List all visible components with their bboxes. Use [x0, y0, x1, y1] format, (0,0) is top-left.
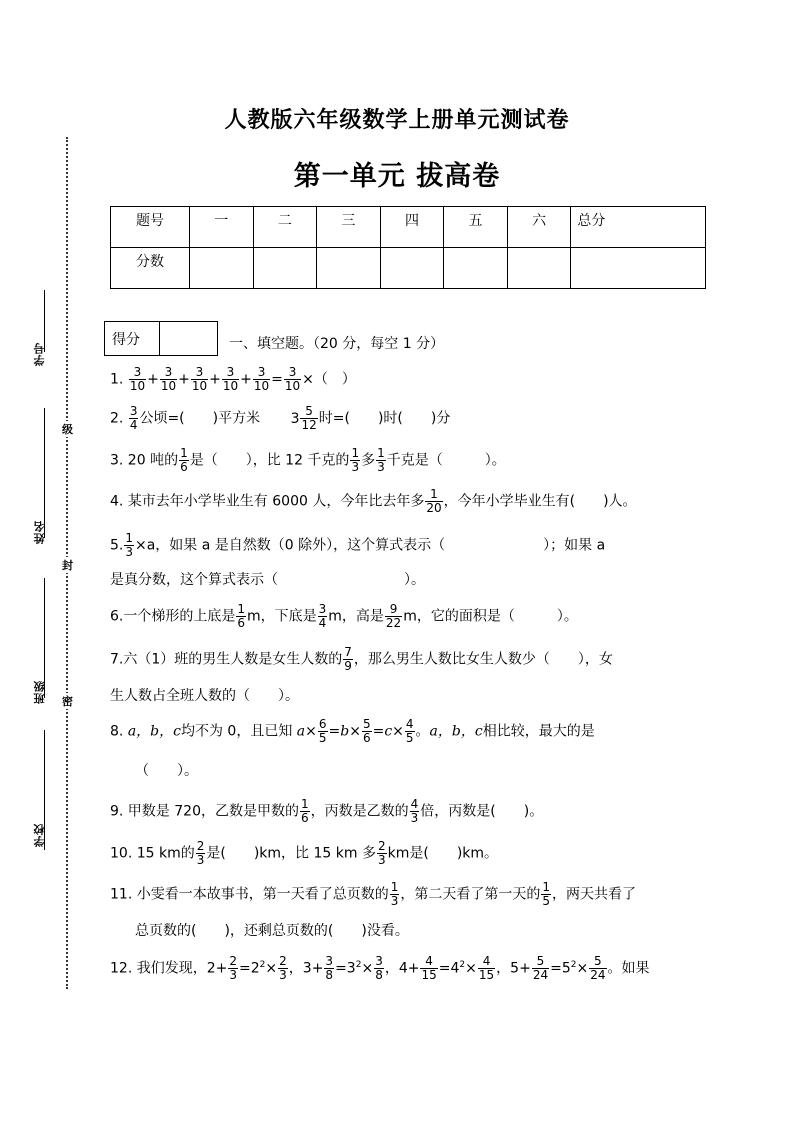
question-7-line-2: 生人数占全班人数的（ ）。 — [110, 688, 299, 704]
score-table-header: 六 — [507, 207, 571, 248]
question-11-line-2: 总页数的( )，还剩总页数的( )没看。 — [135, 923, 409, 939]
score-cell[interactable] — [507, 248, 571, 289]
seal-char-mi: 密 — [62, 695, 73, 708]
score-table-header: 一 — [190, 207, 254, 248]
score-row-label: 分数 — [111, 248, 190, 289]
question-1: 1. $\frac{3}{10}$ + $\frac{3}{10}$ + $\frac{3}{10}$ + $\frac{3}{10}$ + $\frac{3}{10}$ = $\frac{3}{10}$ ×（ ） — [110, 365, 356, 394]
score-table-header-row — [111, 207, 706, 248]
question-8-line-2: （ ）。 — [135, 763, 198, 779]
score-table-header: 二 — [253, 207, 317, 248]
score-cell[interactable] — [317, 248, 381, 289]
score-table-header: 四 — [380, 207, 444, 248]
section-score-label: 得分 — [105, 322, 160, 355]
section-score-field[interactable] — [160, 322, 217, 355]
name-line — [44, 408, 45, 538]
score-table-score-row — [111, 248, 706, 289]
score-cell[interactable] — [253, 248, 317, 289]
question-11: 11. 小雯看一本故事书，第一天看了总页数的 $\frac{1}{3}$ ，第二天看了第一天的 $\frac{1}{5}$ ，两天共看了 — [110, 880, 636, 909]
question-12: 12. 我们发现，2+ $\frac{2}{3}$ $=2^2\times$ $\frac{2}{3}$ ，3+ $\frac{3}{8}$ $=3^2\times$ $\frac{3}{8}$ ，4+ $\frac{4}{15}$ $=4^2\times$ $\frac{4}{15}$ ，5+ $\frac{5}{24}$ $=5^2\times$ $\frac{5}{24}$ 。如果 — [110, 954, 650, 983]
name-label: 姓名 — [33, 520, 46, 544]
score-table-header: 五 — [444, 207, 508, 248]
question-6: 6.一个梯形的上底是 $\frac{1}{6}$ m，下底是 $\frac{3}{4}$ m，高是 $\frac{9}{22}$ m，它的面积是（ ）。 — [110, 602, 578, 631]
question-8: 8. a，b，c均不为 0，且已知 a× $\frac{6}{5}$ =b× $\frac{5}{6}$ =c× $\frac{4}{5}$ 。a，b，c相比较，最大的是 — [110, 717, 595, 746]
question-5: 5. $\frac{1}{3}$ ×a，如果 a 是自然数（0 除外），这个算式表示（ ）；如果 a — [110, 531, 606, 560]
seal-char-feng: 封 — [62, 559, 73, 572]
question-3: 3. 20 吨的 $\frac{1}{6}$ 是（ ），比 12 千克的 $\frac{1}{3}$ 多 $\frac{1}{3}$ 千克是（ ）。 — [110, 446, 506, 475]
page-title: 人教版六年级数学上册单元测试卷 — [224, 107, 570, 133]
question-10: 10. 15 km的 $\frac{2}{3}$ 是( )km，比 15 km 多 $\frac{2}{3}$ km是( )km。 — [110, 839, 499, 868]
score-table-header: 题号 — [111, 207, 190, 248]
section-score-box — [104, 321, 218, 356]
score-cell[interactable] — [380, 248, 444, 289]
score-cell[interactable] — [571, 248, 706, 289]
page-subtitle: 第一单元 拔高卷 — [293, 161, 501, 192]
question-9: 9. 甲数是 720，乙数是甲数的 $\frac{1}{6}$ ，丙数是乙数的 $\frac{4}{3}$ 倍，丙数是( )。 — [110, 797, 544, 826]
score-cell[interactable] — [444, 248, 508, 289]
seal-char-ji: 级 — [62, 423, 73, 436]
question-7: 7.六（1）班的男生人数是女生人数的 $\frac{7}{9}$ ，那么男生人数比女生人数少（ ），女 — [110, 645, 613, 674]
score-table-header: 总分 — [571, 207, 706, 248]
section-title: 一、填空题。（20 分，每空 1 分） — [229, 336, 445, 352]
student-id-label: 学号 — [33, 342, 46, 366]
score-table-header: 三 — [317, 207, 381, 248]
question-5-line-2: 是真分数，这个算式表示（ ）。 — [110, 572, 425, 588]
question-4: 4. 某市去年小学毕业生有 6000 人，今年比去年多 $\frac{1}{20}$ ，今年小学毕业生有( )人。 — [110, 487, 637, 516]
question-2: 2. $\frac{3}{4}$ 公顷=( )平方米 3 $\frac{5}{12}$ 时=( )时( )分 — [110, 404, 451, 433]
score-cell[interactable] — [190, 248, 254, 289]
class-label: 班级 — [33, 680, 46, 704]
school-label: 学校 — [33, 823, 46, 847]
score-table — [110, 206, 706, 289]
